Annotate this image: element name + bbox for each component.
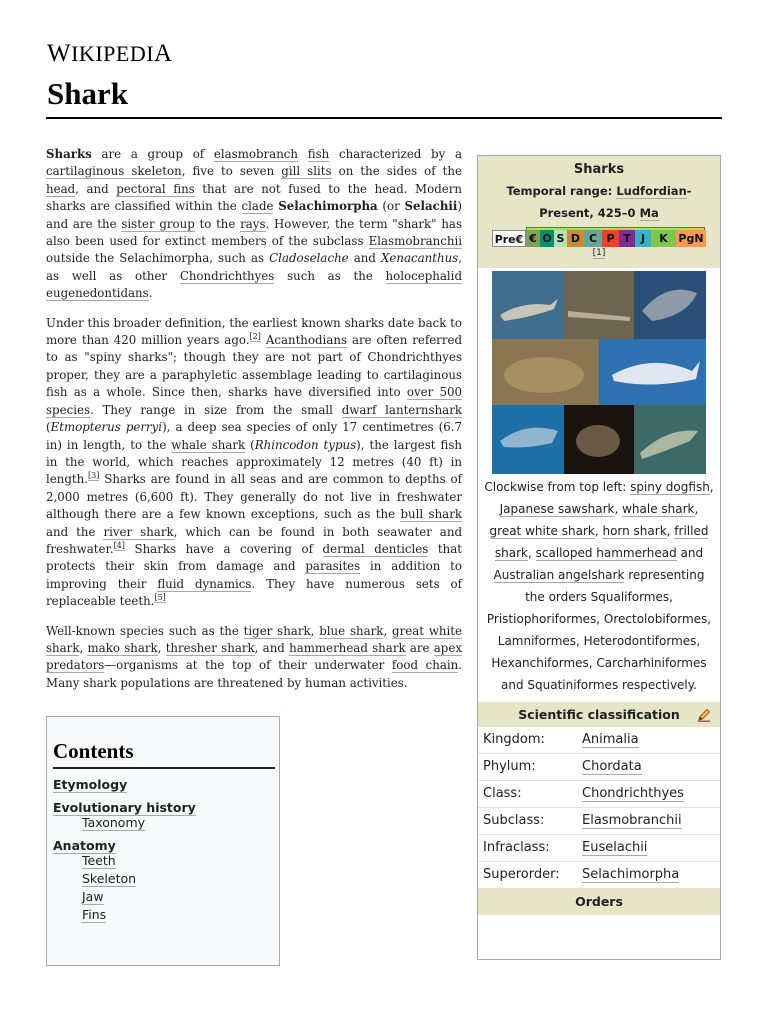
period-7[interactable]: T — [619, 230, 635, 247]
period-4[interactable]: D — [567, 230, 584, 247]
rank-row-phylum: Phylum: Chordata — [478, 754, 720, 781]
table-of-contents — [46, 716, 280, 966]
paragraph-intro: Sharks are a group of elasmobranch fish characterized by a cartilaginous skeleton, five to seven gill slits on the sides of the head, and pectoral fins that are not fused to the head. Modern sharks are classified within the clade Selachimorpha (or Selachii) and are the sister group to the rays. However, the term "shark" has also been used for extinct members of the subclass Elasmobranchii outside the Selachimorpha, such as Cladoselache and Xenacanthus, as well as other Chondrichthyes such as the holocephalid eugenedontidans. — [46, 147, 463, 301]
link-tiger-shark[interactable]: tiger shark — [243, 623, 311, 638]
link-great-white-shark[interactable]: great white shark — [46, 623, 463, 655]
period-9[interactable]: K — [651, 230, 676, 247]
toc-item — [53, 800, 273, 815]
link-chordata[interactable]: Chordata — [582, 759, 642, 774]
link-holocephalid-eugenedontidans[interactable]: holocephalid eugenedontidans — [46, 268, 462, 301]
caption-link-japanese-sawshark[interactable]: Japanese sawshark — [499, 502, 615, 516]
link-dermal-denticles[interactable]: dermal denticles — [322, 541, 429, 556]
toc-list — [53, 777, 273, 922]
period-6[interactable]: P — [602, 230, 619, 247]
rank-row-infraclass: Infraclass: Euselachii — [478, 835, 720, 862]
rank-row-superorder: Superorder: Selachimorpha — [478, 862, 720, 889]
period-1[interactable]: € — [526, 230, 540, 247]
wikipedia-wordmark[interactable] — [47, 40, 173, 68]
taxobox-name: Sharks — [573, 162, 625, 177]
wordmark-initial: W — [47, 40, 72, 67]
link-chondrichthyes-class[interactable]: Chondrichthyes — [582, 786, 684, 801]
citation-2[interactable]: [2] — [249, 332, 261, 342]
link-blue-shark[interactable]: blue shark — [319, 623, 384, 638]
toc-link-anatomy[interactable]: Anatomy — [53, 838, 116, 853]
link-rays[interactable]: rays — [240, 216, 266, 231]
shark-collage-image[interactable] — [492, 271, 706, 474]
toc-title: Contents — [53, 739, 275, 769]
toc-item — [53, 838, 273, 853]
edit-pencil-icon[interactable] — [697, 708, 711, 722]
link-clade[interactable]: clade — [241, 199, 274, 214]
caption-link-frilled-shark[interactable]: frilled shark — [494, 524, 709, 560]
citation-3[interactable]: [3] — [88, 471, 100, 481]
caption-link-spiny-dogfish[interactable]: spiny dogfish — [630, 480, 710, 494]
link-chondrichthyes[interactable]: Chondrichthyes — [179, 268, 275, 283]
italic-cladoselache: Cladoselache — [269, 251, 349, 266]
period-8[interactable]: J — [635, 230, 651, 247]
taxobox — [477, 155, 721, 960]
link-ma[interactable]: Ma — [639, 206, 659, 220]
toc-link-taxonomy[interactable]: Taxonomy — [82, 815, 146, 830]
period-5[interactable]: C — [584, 230, 602, 247]
period-2[interactable]: O — [540, 230, 554, 247]
temporal-range: Temporal range: Ludfordian-Present, 425–0 Ma — [506, 184, 692, 220]
bold-term: Sharks — [46, 147, 92, 161]
link-thresher-shark[interactable]: thresher shark — [165, 640, 255, 655]
scientific-classification-header: Scientific classification — [478, 702, 720, 727]
link-elasmobranchii[interactable]: Elasmobranchii — [368, 234, 462, 249]
toc-subitem — [82, 853, 273, 868]
page-title: Shark — [47, 76, 128, 111]
link-selachimorpha-superorder[interactable]: Selachimorpha — [582, 867, 680, 882]
wordmark-body: IKIPEDI — [71, 41, 155, 66]
link-whale-shark[interactable]: whale shark — [171, 437, 246, 452]
link-head[interactable]: head — [46, 181, 76, 196]
orders-header: Orders — [478, 889, 720, 915]
link-fish[interactable]: fish — [307, 147, 330, 161]
link-elasmobranch[interactable]: elasmobranch — [213, 147, 299, 161]
collage-svg — [492, 271, 706, 474]
wordmark-final: A — [154, 40, 173, 67]
link-dwarf-lanternshark[interactable]: dwarf lanternshark — [341, 402, 462, 417]
toc-subitem — [82, 889, 273, 904]
period-10[interactable]: PgN — [676, 230, 706, 247]
title-divider — [46, 117, 722, 119]
link-gill-slits[interactable]: gill slits — [281, 164, 332, 179]
period-3[interactable]: S — [554, 230, 567, 247]
toc-link-skeleton[interactable]: Skeleton — [82, 871, 137, 886]
caption-link-whale-shark[interactable]: whale shark — [622, 502, 695, 516]
rank-row-subclass: Subclass: Elasmobranchii — [478, 808, 720, 835]
classification-table — [478, 727, 720, 889]
rank-row-kingdom: Kingdom: Animalia — [478, 727, 720, 754]
link-parasites[interactable]: parasites — [305, 559, 361, 574]
link-mako-shark[interactable]: mako shark — [87, 640, 158, 655]
taxobox-header — [478, 156, 720, 268]
link-euselachii[interactable]: Euselachii — [582, 840, 648, 855]
link-fluid-dynamics[interactable]: fluid dynamics — [157, 576, 252, 591]
link-apex-predators[interactable]: apex predators — [46, 640, 462, 673]
bold-selachii: Selachii — [404, 199, 458, 214]
toc-link-evolutionary-history[interactable]: Evolutionary history — [53, 800, 196, 815]
link-sister-group[interactable]: sister group — [121, 216, 195, 231]
caption-link-great-white-shark[interactable]: great white shark — [489, 524, 595, 538]
citation-5[interactable]: [5] — [154, 593, 166, 603]
link-hammerhead-shark[interactable]: hammerhead shark — [289, 640, 406, 655]
bold-selachimorpha: Selachimorpha — [278, 199, 378, 214]
link-river-shark[interactable]: river shark — [103, 524, 174, 539]
citation-1[interactable]: [1] — [592, 248, 606, 258]
toc-link-etymology[interactable]: Etymology — [53, 777, 128, 792]
geologic-timebar — [492, 227, 706, 249]
link-elasmobranchii-subclass[interactable]: Elasmobranchii — [582, 813, 682, 828]
paragraph-species: Well-known species such as the tiger shark, blue shark, great white shark, mako shark, thresher shark, and hammerhead shark are apex predators—organisms at the top of their underwater food chain. Many shark populations are threatened by human activities. — [46, 623, 463, 690]
paragraph-definition: Under this broader definition, the earliest known sharks date back to more than 420 million years ago.[2] Acanthodians are often referred to as "spiny sharks"; though they are not part of Chondrichthyes proper, they are a paraphyletic assemblage leading to cartilaginous fish as a whole. Since then, sharks have diversified into over 500 species. They range in size from the small dwarf lanternshark (Etmopterus perryi), a deep sea species of only 17 centimetres (6.7 in) in length, to the whale shark (Rhincodon typus), the largest fish in the world, which reaches approximately 12 metres (40 ft) in length.[3] Sharks are found in all seas and are common to depths of 2,000 metres (6,600 ft). They generally do not live in freshwater although there are a few known exceptions, such as the bull shark and the river shark, which can be found in both seawater and freshwater.[4] Sharks have a covering of dermal denticles that protects their skin from damage and parasites in addition to improving their fluid dynamics. They have numerous sets of replaceable teeth.[5] — [46, 315, 463, 609]
link-over-500-species[interactable]: over 500 species — [46, 385, 462, 417]
toc-subitem — [82, 871, 273, 886]
caption-link-scalloped-hammerhead[interactable]: scalloped hammerhead — [535, 546, 677, 560]
toc-item — [53, 777, 273, 792]
toc-subitem — [82, 907, 273, 922]
article-body — [46, 146, 462, 704]
link-food-chain[interactable]: food chain — [391, 658, 459, 673]
link-pectoral-fins[interactable]: pectoral fins — [116, 181, 195, 196]
caption-link-horn-shark[interactable]: horn shark — [602, 524, 667, 538]
italic-etmopterus-perryi: Etmopterus perryi — [50, 420, 163, 435]
toc-link-fins[interactable]: Fins — [82, 907, 107, 922]
italic-xenacanthus: Xenacanthus — [381, 251, 459, 266]
toc-subitem — [82, 815, 273, 830]
toc-link-teeth[interactable]: Teeth — [82, 853, 116, 868]
link-cartilaginous-skeleton[interactable]: cartilaginous skeleton — [46, 164, 182, 179]
citation-4[interactable]: [4] — [113, 541, 125, 551]
link-acanthodians[interactable]: Acanthodians — [265, 333, 348, 348]
image-caption: Clockwise from top left: spiny dogfish, Japanese sawshark, whale shark, great white shark, horn shark, frilled shark, scalloped hammerhead and Australian angelshark representing the orders Squaliformes, Pristiophoriformes, Orectolobiformes, Lamniformes, Heterodontiformes, Hexanchiformes, Carcharhiniformes and Squatiniformes respectively. — [484, 480, 714, 692]
link-bull-shark[interactable]: bull shark — [400, 507, 462, 522]
caption-link-australian-angelshark[interactable]: Australian angelshark — [493, 568, 625, 582]
period-0[interactable]: Pre€ — [492, 230, 526, 247]
rank-row-class: Class: Chondrichthyes — [478, 781, 720, 808]
link-ludfordian[interactable]: Ludfordian — [616, 184, 687, 198]
link-animalia[interactable]: Animalia — [582, 732, 639, 747]
italic-rhincodon-typus: Rhincodon typus — [254, 437, 357, 452]
toc-link-jaw[interactable]: Jaw — [82, 889, 104, 904]
